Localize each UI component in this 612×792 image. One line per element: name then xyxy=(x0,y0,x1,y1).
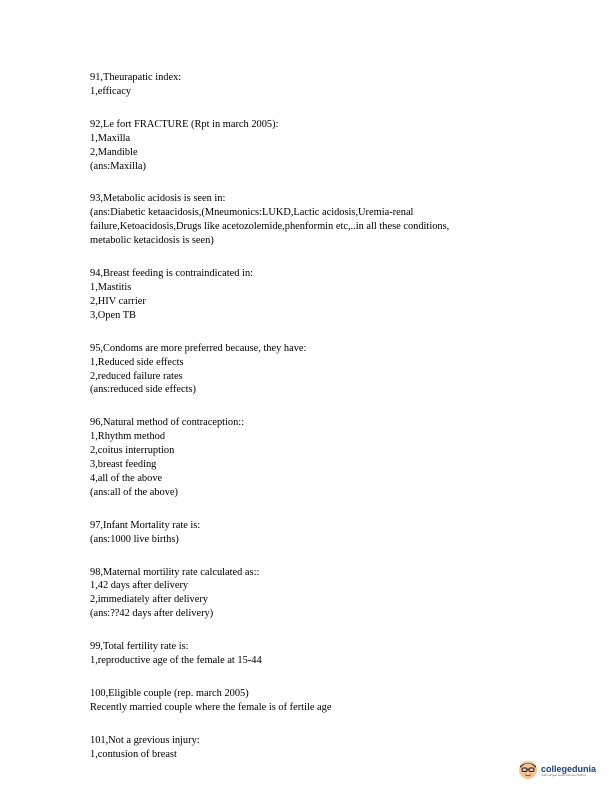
option-line: 1,Mastitis xyxy=(90,281,132,293)
collegedunia-logo xyxy=(518,757,602,783)
document-body xyxy=(90,71,570,781)
option-line: 1,Rhythm method xyxy=(90,431,166,443)
option-line: 1,efficacy xyxy=(90,85,132,97)
logo-tagline: India's largest Student Review Platform xyxy=(541,773,587,777)
question-95 xyxy=(90,342,570,398)
option-line: 1,Reduced side effects xyxy=(90,356,184,368)
question-text: 97,Infant Mortality rate is: xyxy=(90,519,201,531)
answer-line: metabolic ketacidosis is seen) xyxy=(90,235,214,247)
question-98 xyxy=(90,566,570,622)
question-text: 98,Maternal mortility rate calculated as:: xyxy=(90,566,260,578)
question-text: 91,Theurapatic index: xyxy=(90,72,182,83)
answer-line: Recently married couple where the female is of fertile age xyxy=(90,701,332,713)
question-96 xyxy=(90,416,570,499)
answer-line: (ans:??42 days after delivery) xyxy=(90,608,214,620)
question-text: 93,Metabolic acidosis is seen in: xyxy=(90,193,226,205)
option-line: 1,reproductive age of the female at 15-44 xyxy=(90,655,262,667)
question-97 xyxy=(90,519,570,547)
answer-line: failure,Ketoacidosis,Drugs like acetozolemide,phenformin etc,..in all these conditions, xyxy=(90,221,450,233)
answer-line: (ans:all of the above) xyxy=(90,486,178,498)
question-99 xyxy=(90,640,570,668)
question-92 xyxy=(90,118,570,174)
question-91 xyxy=(90,71,570,99)
answer-line: (ans:Diabetic ketaacidosis,(Mneumonics:LUKD,Lactic acidosis,Uremia-renal xyxy=(90,207,414,219)
question-text: 101,Not a grevious injury: xyxy=(90,734,200,746)
question-94 xyxy=(90,267,570,323)
question-text: 94,Breast feeding is contraindicated in: xyxy=(90,268,254,280)
option-line: 2,immediately after delivery xyxy=(90,594,209,606)
question-text: 92,Le fort FRACTURE (Rpt in march 2005): xyxy=(90,118,279,130)
option-line: 1,Maxilla xyxy=(90,132,131,144)
answer-line: (ans:1000 live births) xyxy=(90,533,179,545)
answer-line: (ans:Maxilla) xyxy=(90,160,146,172)
option-line: 3,Open TB xyxy=(90,309,136,321)
option-line: 1,42 days after delivery xyxy=(90,580,189,592)
question-93 xyxy=(90,192,570,248)
question-100 xyxy=(90,687,570,715)
question-101 xyxy=(90,734,570,762)
option-line: 2,reduced failure rates xyxy=(90,370,183,382)
option-line: 2,HIV carrier xyxy=(90,295,146,307)
answer-line: (ans:reduced side effects) xyxy=(90,384,196,396)
option-line: 1,contusion of breast xyxy=(90,748,177,760)
option-line: 3,breast feeding xyxy=(90,459,157,471)
question-text: 99,Total fertility rate is: xyxy=(90,641,189,653)
mascot-icon xyxy=(518,760,538,780)
question-text: 95,Condoms are more preferred because, they have: xyxy=(90,342,307,354)
question-text: 100,Eligible couple (rep. march 2005) xyxy=(90,688,249,699)
option-line: 2,coitus interruption xyxy=(90,445,175,457)
question-text: 96,Natural method of contraception:: xyxy=(90,417,245,429)
option-line: 2,Mandible xyxy=(90,146,138,158)
logo-wordmark: collegedunia xyxy=(541,763,597,774)
option-line: 4,all of the above xyxy=(90,472,163,484)
